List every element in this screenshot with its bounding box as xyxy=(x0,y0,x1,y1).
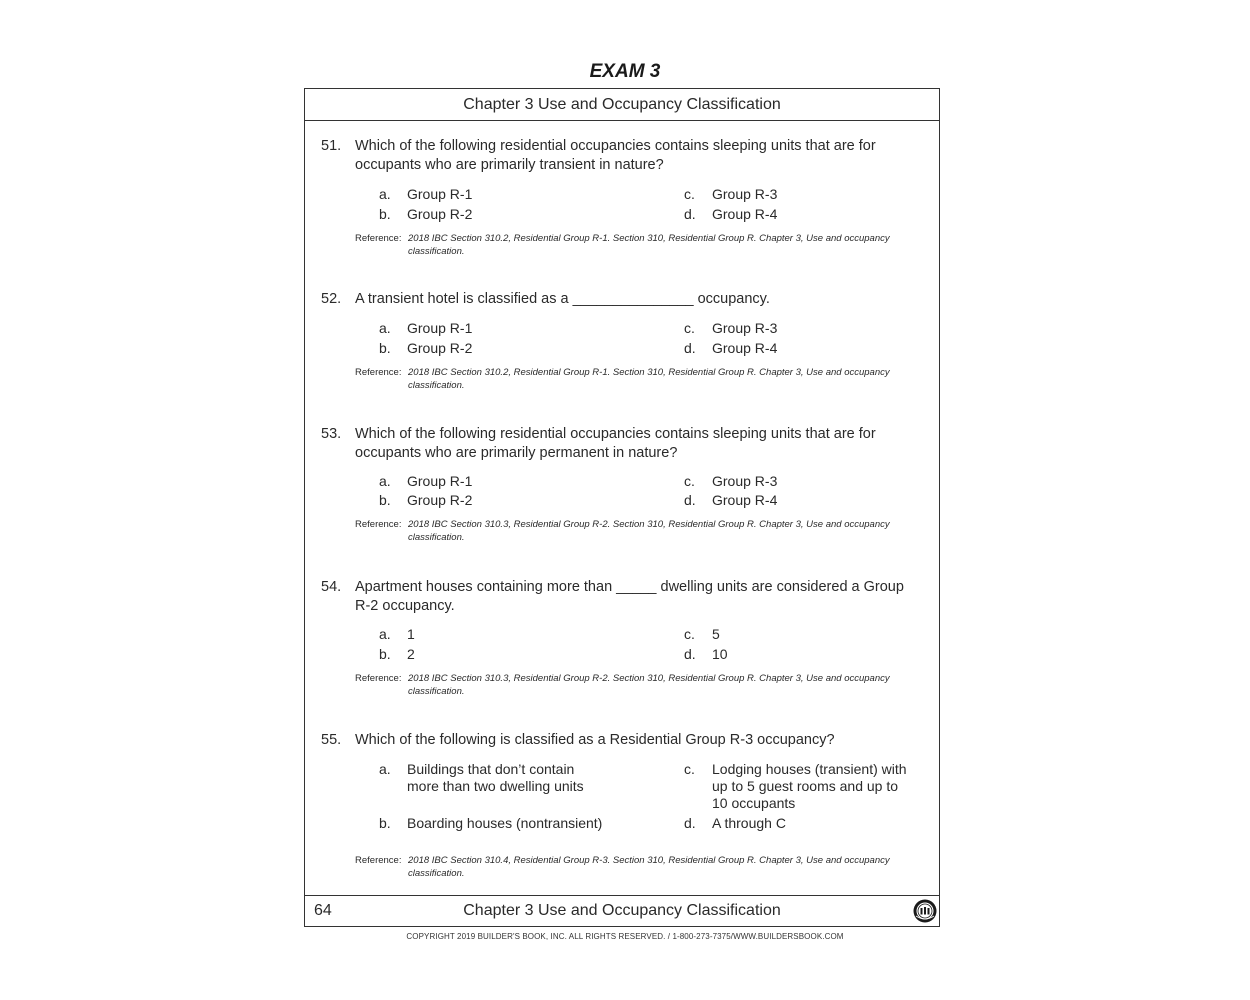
option-text: 5 xyxy=(712,626,720,642)
option-letter: d. xyxy=(684,492,696,508)
reference-label: Reference: xyxy=(355,673,402,684)
question-number: 54. xyxy=(321,579,342,595)
copyright-notice: COPYRIGHT 2019 BUILDER'S BOOK, INC. ALL RIGHTS RESERVED. / 1-800-273-7375/WWW.BUILDERSBOOK.COM xyxy=(406,932,844,941)
reference-text: 2018 IBC Section 310.3, Residential Group R-2. Section 310, Residential Group R. Chapter 3, Use and occupancy classification. xyxy=(408,673,890,697)
option-text: Group R-2 xyxy=(407,340,473,356)
question-number: 55. xyxy=(321,732,342,748)
option-letter: a. xyxy=(379,626,391,642)
question-number: 52. xyxy=(321,291,342,307)
footer-chapter-title: Chapter 3 Use and Occupancy Classification xyxy=(463,902,781,919)
option-letter: d. xyxy=(684,646,696,662)
reference-label: Reference: xyxy=(355,233,402,244)
question-text: Which of the following is classified as a Residential Group R-3 occupancy? xyxy=(355,732,835,748)
option-letter: a. xyxy=(379,761,391,777)
option-text: Group R-2 xyxy=(407,206,473,222)
option-letter: c. xyxy=(684,320,695,336)
option-text: Group R-3 xyxy=(712,320,778,336)
reference-text: 2018 IBC Section 310.2, Residential Group R-1. Section 310, Residential Group R. Chapter 3, Use and occupancy classification. xyxy=(408,233,890,257)
option-letter: c. xyxy=(684,186,695,202)
option-text: Buildings that don’t contain more than two dwelling units xyxy=(407,761,584,794)
option-text: Group R-1 xyxy=(407,473,473,489)
option-letter: a. xyxy=(379,473,391,489)
option-letter: b. xyxy=(379,492,391,508)
question-number: 53. xyxy=(321,426,342,442)
reference-label: Reference: xyxy=(355,519,402,530)
option-text: 2 xyxy=(407,646,415,662)
option-letter: b. xyxy=(379,206,391,222)
page-footer xyxy=(305,895,939,926)
option-text: A through C xyxy=(712,815,786,831)
option-text: Boarding houses (nontransient) xyxy=(407,815,603,831)
exam-title: EXAM 3 xyxy=(589,61,661,82)
reference-text: 2018 IBC Section 310.2, Residential Group R-1. Section 310, Residential Group R. Chapter 3, Use and occupancy classification. xyxy=(408,367,890,391)
option-letter: d. xyxy=(684,340,696,356)
option-text: Lodging houses (transient) with up to 5 guest rooms and up to 10 occupants xyxy=(712,761,907,811)
option-letter: c. xyxy=(684,761,695,777)
reference-label: Reference: xyxy=(355,367,402,378)
option-letter: c. xyxy=(684,473,695,489)
option-letter: b. xyxy=(379,646,391,662)
question-number: 51. xyxy=(321,138,342,154)
question-text: Apartment houses containing more than _____ dwelling units are considered a Group R-2 occupancy. xyxy=(355,579,904,614)
option-text: Group R-3 xyxy=(712,186,778,202)
question-text: Which of the following residential occupancies contains sleeping units that are for occupants who are primarily transient in nature? xyxy=(355,138,876,173)
page-frame xyxy=(304,88,940,927)
chapter-header: Chapter 3 Use and Occupancy Classification xyxy=(305,89,939,121)
option-text: Group R-4 xyxy=(712,492,778,508)
option-text: Group R-3 xyxy=(712,473,778,489)
option-text: Group R-1 xyxy=(407,320,473,336)
option-text: Group R-4 xyxy=(712,206,778,222)
option-letter: d. xyxy=(684,815,696,831)
option-text: 1 xyxy=(407,626,415,642)
reference-label: Reference: xyxy=(355,855,402,866)
option-letter: a. xyxy=(379,186,391,202)
publisher-seal-icon xyxy=(913,899,937,923)
reference-text: 2018 IBC Section 310.3, Residential Group R-2. Section 310, Residential Group R. Chapter 3, Use and occupancy classification. xyxy=(408,519,890,543)
option-letter: b. xyxy=(379,340,391,356)
option-letter: c. xyxy=(684,626,695,642)
question-text: A transient hotel is classified as a _______________ occupancy. xyxy=(355,291,770,307)
page-number: 64 xyxy=(314,902,332,919)
option-text: 10 xyxy=(712,646,728,662)
question-text: Which of the following residential occupancies contains sleeping units that are for occupants who are primarily permanent in nature? xyxy=(355,426,876,461)
option-letter: b. xyxy=(379,815,391,831)
option-letter: d. xyxy=(684,206,696,222)
option-text: Group R-4 xyxy=(712,340,778,356)
option-text: Group R-2 xyxy=(407,492,473,508)
option-text: Group R-1 xyxy=(407,186,473,202)
option-letter: a. xyxy=(379,320,391,336)
reference-text: 2018 IBC Section 310.4, Residential Group R-3. Section 310, Residential Group R. Chapter 3, Use and occupancy classification. xyxy=(408,855,890,879)
